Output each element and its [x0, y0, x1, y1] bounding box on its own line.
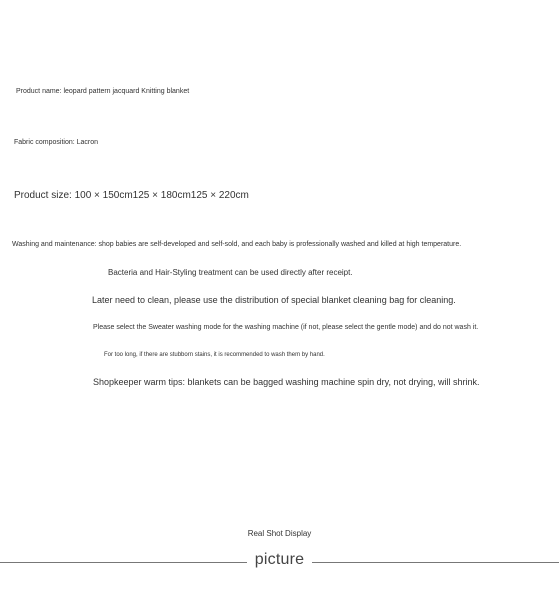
- divider-right: [312, 562, 559, 563]
- real-shot-display-label: Real Shot Display: [247, 529, 312, 538]
- fabric-composition-line: Fabric composition: Lacron: [14, 139, 99, 146]
- picture-heading: picture: [254, 551, 305, 568]
- product-name-line: Product name: leopard pattern jacquard Knitting blanket: [16, 88, 190, 95]
- treatment-line: Bacteria and Hair-Styling treatment can be used directly after receipt.: [108, 268, 353, 277]
- warm-tips-line: Shopkeeper warm tips: blankets can be bagged washing machine spin dry, not drying, will shrink.: [93, 377, 480, 387]
- cleaning-bag-line: Later need to clean, please use the distribution of special blanket cleaning bag for cleaning.: [92, 295, 456, 305]
- washing-maintenance-line: Washing and maintenance: shop babies are self-developed and self-sold, and each baby is professionally washed and killed at high temperature.: [12, 241, 462, 248]
- washing-mode-line: Please select the Sweater washing mode for the washing machine (if not, please select the gentle mode) and do not wash it.: [93, 324, 479, 331]
- product-size-line: Product size: 100 × 150cm125 × 180cm125 × 220cm: [14, 190, 249, 201]
- stubborn-stains-line: For too long, if there are stubborn stains, it is recommended to wash them by hand.: [104, 352, 325, 358]
